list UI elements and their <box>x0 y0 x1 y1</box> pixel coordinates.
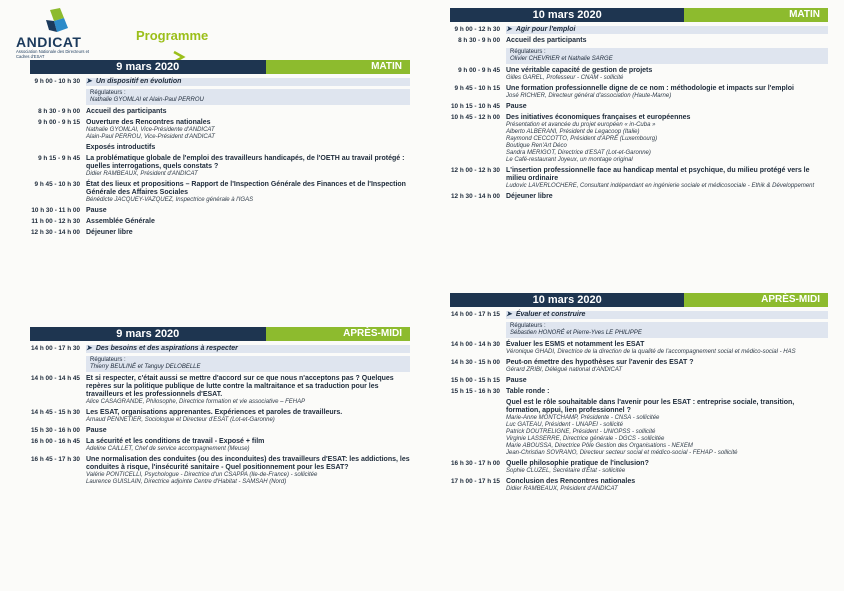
session-title <box>506 311 828 319</box>
agenda-row <box>450 85 828 100</box>
session-speaker: Alice CASAGRANDE, Philosophe, Directrice formation et vie associative – FEHAP <box>86 399 306 405</box>
session-title <box>506 37 828 45</box>
session-title <box>86 345 410 353</box>
day1-afternoon-section <box>30 327 410 489</box>
session-title-text: Évaluer les ESMS et notamment les ESAT <box>506 341 645 348</box>
session-content <box>506 359 828 374</box>
session-title <box>506 26 828 34</box>
agenda-row <box>450 399 828 457</box>
agenda-row <box>30 345 410 353</box>
session-title <box>86 229 410 237</box>
session-content <box>86 438 410 453</box>
session-title <box>86 207 410 215</box>
session-time: 15 h 30 - 16 h 00 <box>30 427 80 434</box>
session-title <box>86 456 410 472</box>
session-title <box>506 460 828 468</box>
session-title-text: Une normalisation des conduites (ou des inconduites) des travailleurs d'ESAT: les addictions, les conduites à risque, l'insécurité sanitaire - Quel positionnement pour les ESAT? <box>86 456 410 471</box>
session-content <box>86 229 410 237</box>
moderators-box <box>506 48 828 64</box>
session-title <box>506 85 828 93</box>
session-time: 9 h 15 - 9 h 45 <box>38 155 80 162</box>
session-content <box>506 114 828 164</box>
session-title-text: Déjeuner libre <box>86 229 133 236</box>
session-title-text: Assemblée Générale <box>86 218 155 225</box>
session-title <box>86 409 410 417</box>
session-title-text: Ouverture des Rencontres nationales <box>86 119 211 126</box>
section-header-bar <box>450 293 828 307</box>
session-title-text: Pause <box>86 207 107 214</box>
moderators-names: Sébastien HONORÉ et Pierre-Yves LE PHILIPPE <box>510 330 642 336</box>
session-title-text: La problématique globale de l'emploi des travailleurs handicapés, de l'OETH au travail protégé : quelles interrogations, quels constats ? <box>86 155 405 170</box>
session-speaker: Ludovic LAVERLOCHERE, Consultant indépendant en ingénierie sociale et médicosociale - Ethik & Développement <box>506 183 815 189</box>
moderators-names: Olivier CHEVRIER et Nathalie SARGE <box>510 56 613 62</box>
session-speaker: Laurence GUISLAIN, Directrice adjointe Centre d'Habitat - SAMSAH (Nord) <box>86 479 287 485</box>
session-title-text: Quel est le rôle souhaitable dans l'avenir pour les ESAT : entreprise sociale, transition, formation, appui, lien professionnel ? <box>506 399 795 414</box>
agenda-row <box>30 409 410 424</box>
day2-morning-section <box>450 8 828 204</box>
session-time <box>30 144 86 152</box>
session-speaker: Gérard ZRIBI, Délégué national d'ANDICAT <box>506 367 623 373</box>
session-time: 9 h 00 - 9 h 45 <box>458 67 500 74</box>
session-time: 15 h 00 - 15 h 15 <box>450 377 500 384</box>
session-title <box>86 427 410 435</box>
session-content <box>86 207 410 215</box>
section-header-bar <box>30 327 410 341</box>
agenda-row <box>30 144 410 152</box>
session-time: 16 h 00 - 16 h 45 <box>30 438 80 445</box>
section-date: 9 mars 2020 <box>30 327 266 341</box>
session-content <box>86 456 410 486</box>
session-speaker: Luc GATEAU, Président - UNAPEI - sollicité <box>506 422 623 428</box>
session-speaker: Marie-Anne MONTCHAMP, Présidente - CNSA - sollicitée <box>506 415 660 421</box>
session-title-text: Une formation professionnelle digne de ce nom : méthodologie et impacts sur l'emploi <box>506 85 794 92</box>
session-title <box>86 144 410 152</box>
session-title <box>86 78 410 86</box>
session-title-text: Un dispositif en évolution <box>95 78 182 85</box>
session-title-text: Des besoins et des aspirations à respecter <box>95 345 238 352</box>
arrow-right-icon: ➤ <box>506 26 514 33</box>
session-title-text: Des initiatives économiques françaises et européennes <box>506 114 691 121</box>
session-time: 14 h 30 - 15 h 00 <box>450 359 500 366</box>
session-speaker: Boutique Ren'Art Déco <box>506 143 567 149</box>
session-time: 16 h 30 - 17 h 00 <box>450 460 500 467</box>
session-title <box>86 438 410 446</box>
session-time: 14 h 00 - 14 h 30 <box>450 341 500 348</box>
session-title <box>506 67 828 75</box>
session-content <box>506 193 828 201</box>
session-speaker: Valérie PONTICELLI, Psychologue - Directrice d'un CSAPPA (Ile-de-France) - sollicitée <box>86 472 318 478</box>
session-title-text: Accueil des participants <box>506 37 587 44</box>
agenda-row <box>450 103 828 111</box>
session-time: 11 h 00 - 12 h 30 <box>31 218 80 225</box>
section-period: MATIN <box>684 8 828 22</box>
session-title <box>86 119 410 127</box>
session-speaker: Le Café-restaurant Joyeux, un montage original <box>506 157 633 163</box>
agenda-row <box>450 460 828 475</box>
session-content <box>86 108 410 116</box>
moderators-names: Nathalie GYOMLAI et Alain-Paul PERROU <box>90 97 204 103</box>
session-time: 14 h 00 - 17 h 15 <box>450 311 500 318</box>
logo-subtitle: Association Nationale des Directeurs et Cadres d'ESAT <box>16 49 90 59</box>
session-content <box>86 375 410 406</box>
session-content <box>506 67 828 82</box>
session-title-text: État des lieux et propositions – Rapport de l'Inspection Générale des Finances et de l'Inspection Générale des Affaires Sociales <box>86 181 406 196</box>
moderators-label: Régulateurs : <box>510 323 546 329</box>
session-title <box>86 218 410 226</box>
moderators-box <box>86 356 410 372</box>
agenda-row <box>450 311 828 319</box>
agenda-row <box>30 218 410 226</box>
session-title <box>506 193 828 201</box>
session-content <box>506 103 828 111</box>
session-speaker: Virginie LASSERRE, Directrice générale - DGCS - sollicitée <box>506 436 665 442</box>
session-speaker: Gilles GAREL, Professeur - CNAM - sollicité <box>506 75 624 81</box>
session-time: 10 h 15 - 10 h 45 <box>450 103 500 110</box>
session-content <box>506 460 828 475</box>
arrow-right-icon: ➤ <box>86 78 94 85</box>
session-title <box>506 399 828 415</box>
session-content <box>86 144 410 152</box>
session-title <box>86 375 410 399</box>
moderators-names: Thierry BEULINÉ et Tanguy DELOBELLE <box>90 364 201 370</box>
session-title-text: La sécurité et les conditions de travail - Exposé + film <box>86 438 265 445</box>
agenda-row <box>30 375 410 406</box>
section-date: 9 mars 2020 <box>30 60 266 74</box>
session-time: 8 h 30 - 9 h 00 <box>38 108 80 115</box>
session-title <box>86 155 410 171</box>
session-content <box>506 478 828 493</box>
moderators-label: Régulateurs : <box>90 357 126 363</box>
session-time: 16 h 45 - 17 h 30 <box>30 456 80 463</box>
logo-mark-icon <box>40 8 74 34</box>
session-title <box>506 388 828 396</box>
session-time: 9 h 00 - 12 h 30 <box>454 26 500 33</box>
session-speaker: Véronique GHADI, Directrice de la direction de la qualité de l'accompagnement social et médico-social - HAS <box>506 349 796 355</box>
session-title-text: Agir pour l'emploi <box>515 26 576 33</box>
day2-afternoon-section <box>450 293 828 496</box>
session-title-text: Évaluer et construire <box>515 311 586 318</box>
agenda-row <box>450 37 828 45</box>
agenda-row <box>30 207 410 215</box>
section-header-bar <box>30 60 410 74</box>
session-content <box>86 119 410 141</box>
session-time: 14 h 45 - 15 h 30 <box>30 409 80 416</box>
section-period: MATIN <box>266 60 410 74</box>
agenda-row <box>30 229 410 237</box>
session-title-text: Déjeuner libre <box>506 193 553 200</box>
session-speaker: Présentation et avancée du projet européen « in-Cuba » <box>506 122 656 128</box>
arrow-right-icon: ➤ <box>86 345 94 352</box>
session-content <box>86 78 410 86</box>
arrow-right-icon: ➤ <box>506 311 514 318</box>
agenda-row <box>450 114 828 164</box>
session-content <box>506 37 828 45</box>
agenda-row <box>30 181 410 204</box>
session-title-text: Conclusion des Rencontres nationales <box>506 478 636 485</box>
session-content <box>506 399 828 457</box>
session-time: 12 h 00 - 12 h 30 <box>450 167 500 174</box>
session-speaker: José RICHIER, Directeur général d'association (Haute-Marne) <box>506 93 672 99</box>
session-title <box>86 181 410 197</box>
session-speaker: Didier RAMBEAUX, Président d'ANDICAT <box>86 171 198 177</box>
session-title-text: Peut-on émettre des hypothèses sur l'avenir des ESAT ? <box>506 359 694 366</box>
session-content <box>86 155 410 178</box>
logo-title: ANDICAT <box>16 34 82 50</box>
section-period: APRÈS-MIDI <box>266 327 410 341</box>
session-content <box>506 167 828 190</box>
agenda-row <box>30 427 410 435</box>
session-content <box>86 345 410 353</box>
session-time: 8 h 30 - 9 h 00 <box>458 37 500 44</box>
session-title-text: Une véritable capacité de gestion de projets <box>506 67 653 74</box>
session-title-text: Pause <box>506 103 527 110</box>
moderators-box <box>86 89 410 105</box>
session-content <box>506 388 828 396</box>
session-speaker: Sophie CLUZEL, Secrétaire d'État - sollicitée <box>506 468 626 474</box>
agenda-row <box>450 359 828 374</box>
session-time: 14 h 00 - 14 h 45 <box>30 375 80 382</box>
session-time: 9 h 45 - 10 h 30 <box>34 181 80 188</box>
session-speaker: Adeline CAILLET, Chef de service accompagnement (Meuse) <box>86 446 250 452</box>
session-time: 10 h 30 - 11 h 00 <box>31 207 80 214</box>
session-title-text: Accueil des participants <box>86 108 167 115</box>
programme-title: Programme <box>136 28 209 43</box>
session-speaker: Didier RAMBEAUX, Président d'ANDICAT <box>506 486 618 492</box>
agenda-row <box>30 456 410 486</box>
session-time: 14 h 00 - 17 h 30 <box>30 345 80 352</box>
session-title-text: Pause <box>506 377 527 384</box>
session-speaker: Bénédicte JACQUEY-VAZQUEZ, Inspectrice générale à l'IGAS <box>86 197 254 203</box>
session-speaker: Raymond CECCOTTO, Président d'APRÉ (Luxembourg) <box>506 136 658 142</box>
agenda-row <box>450 478 828 493</box>
session-content <box>86 409 410 424</box>
session-content <box>506 85 828 100</box>
session-title <box>506 114 828 122</box>
session-title <box>86 108 410 116</box>
agenda-row <box>30 438 410 453</box>
session-content <box>506 377 828 385</box>
session-time: 9 h 45 - 10 h 15 <box>454 85 500 92</box>
session-speaker: Alain-Paul PERROU, Vice-Président d'ANDICAT <box>86 134 215 140</box>
section-header-bar <box>450 8 828 22</box>
agenda-row <box>450 377 828 385</box>
session-title <box>506 377 828 385</box>
session-time: 15 h 15 - 16 h 30 <box>450 388 500 395</box>
session-title-text: Pause <box>86 427 107 434</box>
agenda-row <box>450 26 828 34</box>
agenda-row <box>450 341 828 356</box>
session-content <box>86 427 410 435</box>
session-time: 10 h 45 - 12 h 00 <box>450 114 500 121</box>
section-date: 10 mars 2020 <box>450 8 684 22</box>
day1-morning-section <box>30 60 410 240</box>
session-time <box>450 399 506 457</box>
session-title <box>506 103 828 111</box>
session-speaker: Jean-Christian SOVRANO, Directeur secteur social et médico-social - FEHAP - sollicité <box>506 450 738 456</box>
session-speaker: Nathalie GYOMLAI, Vice-Présidente d'ANDICAT <box>86 127 215 133</box>
session-content <box>506 26 828 34</box>
session-title-text: Table ronde : <box>506 388 550 395</box>
session-title <box>506 167 828 183</box>
session-time: 12 h 30 - 14 h 00 <box>30 229 80 236</box>
agenda-row <box>30 155 410 178</box>
agenda-row <box>450 193 828 201</box>
session-speaker: Patrick DOUTRELIGNE, Président - UNIOPSS - sollicité <box>506 429 656 435</box>
andicat-logo <box>6 8 116 58</box>
agenda-row <box>450 388 828 396</box>
session-time: 12 h 30 - 14 h 00 <box>450 193 500 200</box>
session-title-text: Et si respecter, c'était aussi se mettre d'accord sur ce que nous n'acceptons pas ? Quelques repères sur la politique publique de lutte contre la maltraitance et sa traduction pour les travailleurs et les professionnels d'ESAT. <box>86 375 394 398</box>
session-title-text: Exposés introductifs <box>86 144 156 151</box>
moderators-box <box>506 322 828 338</box>
session-speaker: Marie ABOUSSA, Directrice Pôle Gestion des Organisations - NEXEM <box>506 443 693 449</box>
session-content <box>506 341 828 356</box>
session-title <box>506 478 828 486</box>
agenda-row <box>450 67 828 82</box>
moderators-label: Régulateurs : <box>510 49 546 55</box>
section-period: APRÈS-MIDI <box>684 293 828 307</box>
session-time: 17 h 00 - 17 h 15 <box>450 478 500 485</box>
session-title <box>506 341 828 349</box>
session-title-text: Les ESAT, organisations apprenantes. Expériences et paroles de travailleurs. <box>86 409 343 416</box>
section-date: 10 mars 2020 <box>450 293 684 307</box>
agenda-row <box>30 78 410 86</box>
agenda-row <box>30 119 410 141</box>
session-speaker: Sandra MERIGOT, Directrice d'ESAT (Lot-et-Garonne) <box>506 150 651 156</box>
session-time: 9 h 00 - 9 h 15 <box>38 119 80 126</box>
session-title-text: Quelle philosophie pratique de l'inclusion? <box>506 460 649 467</box>
session-content <box>506 311 828 319</box>
session-time: 9 h 00 - 10 h 30 <box>34 78 80 85</box>
agenda-row <box>30 108 410 116</box>
session-title-text: L'insertion professionnelle face au handicap mental et psychique, du milieu protégé vers le milieu ordinaire <box>506 167 810 182</box>
session-title <box>506 359 828 367</box>
session-content <box>86 218 410 226</box>
session-speaker: Alberto ALBERANI, Président de Legacoop (Italie) <box>506 129 640 135</box>
session-speaker: Arnaud PENNETIER, Sociologue et Directeur d'ESAT (Lot-et-Garonne) <box>86 417 275 423</box>
agenda-row <box>450 167 828 190</box>
moderators-label: Régulateurs : <box>90 90 126 96</box>
session-content <box>86 181 410 204</box>
